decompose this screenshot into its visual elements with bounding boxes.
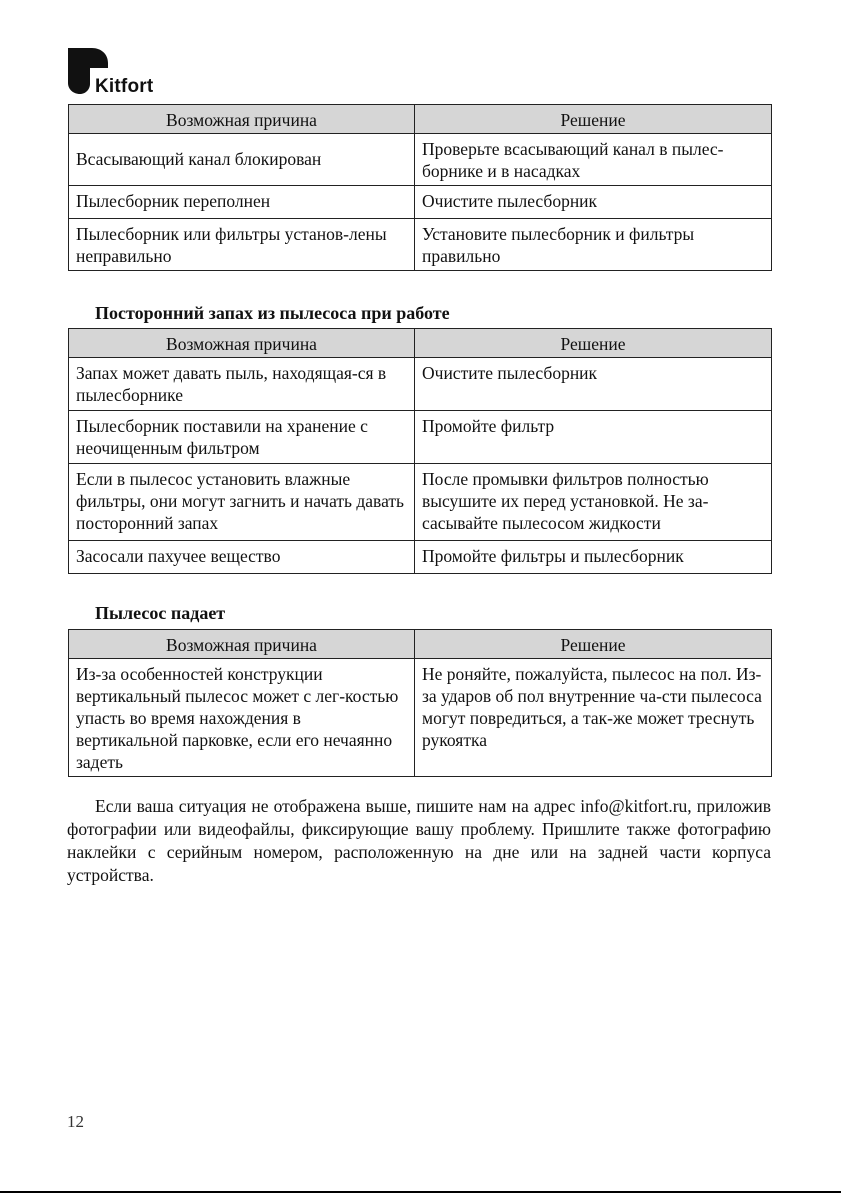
table-row — [69, 464, 772, 541]
cause-cell: Засосали пахучее вещество — [69, 541, 415, 574]
section-heading: Посторонний запах из пылесоса при работе — [95, 303, 450, 323]
table-row — [69, 186, 772, 219]
contact-paragraph: Если ваша ситуация не отображена выше, пишите нам на адрес info@kitfort.ru, приложив фотографии или видеофайлы, фиксирующие вашу проблему. Пришлите также фотографию наклейки с серийным номером, расположенную на дне или на задней части корпуса устройства. — [67, 796, 771, 885]
cause-cell: Если в пылесос установить влажные фильтры, они могут загнить и начать давать посторонний запах — [69, 464, 415, 541]
cause-cell: Пылесборник переполнен — [69, 186, 415, 219]
column-header-solution: Решение — [415, 105, 772, 134]
table-row — [69, 659, 772, 777]
page-number: 12 — [67, 1112, 84, 1131]
cause-cell: Пылесборник поставили на хранение с неочищенным фильтром — [69, 411, 415, 464]
table-row — [69, 541, 772, 574]
solution-cell: Установите пылесборник и фильтры правильно — [415, 219, 772, 271]
troubleshooting-table-2 — [68, 328, 772, 574]
column-header-solution: Решение — [415, 329, 772, 358]
cause-cell: Из-за особенностей конструкции вертикальный пылесос может с лег-костью упасть во время нахождения в вертикальной парковке, если его нечаянно задеть — [69, 659, 415, 777]
cause-cell: Запах может давать пыль, находящая-ся в пылесборнике — [69, 358, 415, 411]
solution-cell: Промойте фильтры и пылесборник — [415, 541, 772, 574]
solution-cell: Не роняйте, пожалуйста, пылесос на пол. Из-за ударов об пол внутренние ча-сти пылесоса могут повредиться, а так-же может треснуть рукоятка — [415, 659, 772, 777]
solution-cell: После промывки фильтров полностью высушите их перед установкой. Не за-сасывайте пылесосом жидкости — [415, 464, 772, 541]
column-header-cause: Возможная причина — [69, 329, 415, 358]
cause-cell: Пылесборник или фильтры установ-лены неправильно — [69, 219, 415, 271]
table-row — [69, 219, 772, 271]
solution-cell: Проверьте всасывающий канал в пылес-борнике и в насадках — [415, 134, 772, 186]
column-header-solution: Решение — [415, 630, 772, 659]
troubleshooting-table-1 — [68, 104, 772, 271]
table-header-row — [69, 105, 772, 134]
table-row — [69, 411, 772, 464]
table-header-row — [69, 630, 772, 659]
section-heading: Пылесос падает — [95, 603, 226, 623]
table-row — [69, 358, 772, 411]
troubleshooting-table-3 — [68, 629, 772, 777]
table-header-row — [69, 329, 772, 358]
brand-name: Kitfort — [95, 76, 154, 97]
table-row — [69, 134, 772, 186]
solution-cell: Промойте фильтр — [415, 411, 772, 464]
solution-cell: Очистите пылесборник — [415, 186, 772, 219]
solution-cell: Очистите пылесборник — [415, 358, 772, 411]
cause-cell: Всасывающий канал блокирован — [69, 134, 415, 186]
column-header-cause: Возможная причина — [69, 630, 415, 659]
column-header-cause: Возможная причина — [69, 105, 415, 134]
